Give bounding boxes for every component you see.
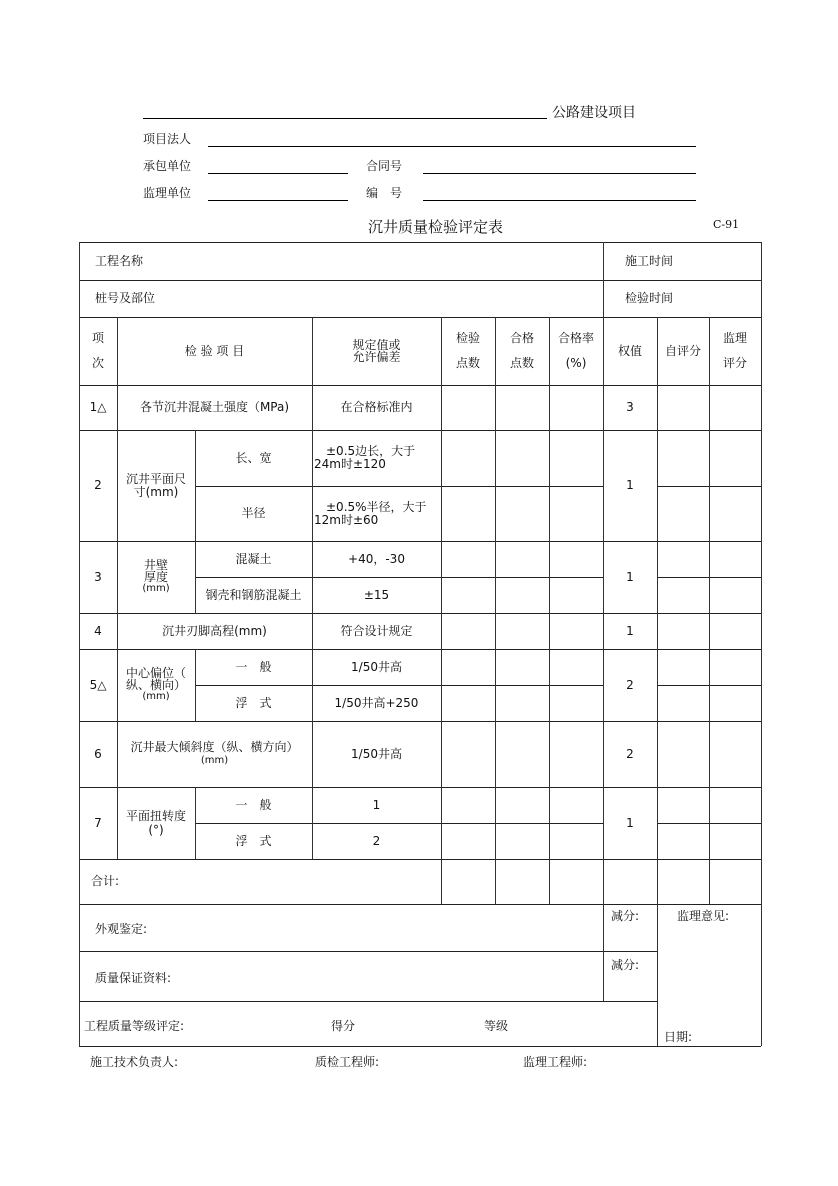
row-spec: 在合格标准内 — [340, 400, 413, 414]
row-item-line1: 平面扭转度 — [125, 809, 186, 823]
sub-item: 长、宽 — [235, 450, 272, 465]
supervisor-field[interactable] — [208, 200, 348, 201]
sub-spec-line1: ±0.5边长，大于 — [314, 444, 416, 458]
row-no: 2 — [94, 478, 102, 492]
contract-no-field[interactable] — [423, 173, 696, 174]
row-item — [117, 649, 195, 721]
row-weight: 1 — [626, 815, 634, 830]
col-spec-line2: 允许偏差 — [352, 350, 401, 364]
row-item-line1: 沉井平面尺 — [125, 471, 186, 486]
score-label: 得分 — [331, 1019, 356, 1033]
row-weight: 1 — [626, 478, 634, 492]
sub-item: 一 般 — [235, 659, 272, 674]
project-name-label: 工程名称 — [95, 253, 144, 268]
row-no: 7 — [94, 815, 102, 830]
total-label: 合计: — [91, 874, 120, 888]
col-points-line1: 检验 — [455, 331, 480, 345]
sub-spec-line1: ±0.5%半径，大于 — [314, 499, 427, 514]
grade-label: 工程质量等级评定: — [84, 1019, 185, 1033]
station-value[interactable] — [280, 282, 600, 315]
row-item-line1: 沉井最大倾斜度（纵、横方向） — [130, 740, 299, 754]
row-item — [117, 541, 195, 613]
sub-spec: 1/50井高+250 — [334, 695, 419, 710]
row-weight: 3 — [626, 400, 634, 414]
row-no: 1△ — [89, 400, 107, 414]
row-weight: 2 — [626, 746, 634, 761]
col-pass-points-line2: 点数 — [509, 356, 534, 370]
form-code: C-91 — [713, 218, 740, 231]
sub-item: 混凝土 — [235, 551, 272, 566]
supervisor-label: 监理单位 — [143, 186, 192, 200]
station-label: 桩号及部位 — [95, 291, 156, 305]
row-item-line2: 厚度 — [143, 570, 168, 584]
sub-spec-line2: 12m时±60 — [314, 512, 379, 527]
sub-item: 浮 式 — [235, 833, 272, 848]
sub-spec: 1/50井高 — [351, 659, 402, 674]
tech-lead-signature: 施工技术负责人: — [90, 1055, 179, 1069]
deduct-label-qa: 减分: — [611, 958, 640, 972]
owner-field[interactable] — [208, 146, 696, 147]
row-weight: 1 — [626, 623, 634, 638]
row-weight: 1 — [626, 569, 634, 584]
row-item-line1: 中心偏位（ — [125, 666, 186, 680]
col-inspection-item: 检 验 项 目 — [184, 343, 245, 358]
row-item-line2: (°) — [148, 823, 164, 837]
row-no: 3 — [94, 569, 102, 584]
sub-spec: +40，-30 — [348, 551, 405, 566]
row-item-line3: (mm) — [142, 583, 170, 594]
sub-spec: 1 — [372, 797, 381, 812]
col-item-no-line1: 项 — [91, 331, 104, 345]
date-label: 日期: — [664, 1030, 693, 1044]
col-supervisor-score-line1: 监理 — [722, 331, 747, 345]
col-spec — [312, 317, 441, 385]
col-pass-rate-line2: (%) — [565, 356, 587, 370]
col-weight: 权值 — [617, 343, 642, 358]
form-title: 沉井质量检验评定表 — [368, 218, 504, 236]
row-item-line2: 寸(mm) — [133, 484, 179, 499]
row-item-line3: (mm) — [142, 691, 170, 702]
sub-spec: ±15 — [363, 587, 390, 602]
col-supervisor-score — [709, 317, 761, 385]
row-item-line2: (mm) — [200, 755, 229, 766]
row-item — [117, 430, 195, 541]
row-item — [117, 721, 312, 787]
col-item-no — [79, 317, 117, 385]
row-no: 5△ — [89, 677, 107, 692]
owner-label: 项目法人 — [143, 132, 192, 146]
col-points-line2: 点数 — [455, 356, 480, 370]
row-weight: 2 — [626, 677, 634, 692]
col-spec-line1: 规定值或 — [352, 338, 401, 352]
contractor-label: 承包单位 — [143, 159, 192, 173]
project-name-line[interactable] — [143, 118, 547, 119]
sub-item: 半径 — [241, 506, 266, 520]
col-self-score: 自评分 — [664, 343, 701, 358]
project-name-value[interactable] — [280, 244, 600, 278]
sub-spec — [312, 486, 441, 541]
supervising-engineer-signature: 监理工程师: — [523, 1055, 588, 1069]
row-spec: 1/50井高 — [351, 746, 402, 761]
project-suffix: 公路建设项目 — [552, 105, 636, 121]
row-item — [117, 787, 195, 859]
appearance-label: 外观鉴定: — [95, 922, 148, 936]
col-pass-points-line1: 合格 — [509, 331, 534, 345]
sub-spec: 2 — [372, 833, 381, 848]
sub-spec-line2: 24m时±120 — [314, 457, 386, 471]
supervisor-opinion-label: 监理意见: — [677, 909, 730, 923]
deduct-label-appearance: 减分: — [611, 909, 640, 923]
serial-no-label: 编 号 — [366, 186, 403, 200]
sub-item: 浮 式 — [235, 695, 272, 710]
sub-item: 一 般 — [235, 797, 272, 812]
row-item: 各节沉井混凝土强度（MPa) — [139, 400, 290, 414]
col-points — [441, 317, 495, 385]
col-pass-rate — [549, 317, 603, 385]
serial-no-field[interactable] — [423, 200, 696, 201]
level-label: 等级 — [484, 1019, 509, 1033]
row-no: 6 — [94, 746, 102, 761]
inspection-time-label: 检验时间 — [625, 291, 674, 305]
sub-spec — [312, 430, 441, 486]
contractor-field[interactable] — [208, 173, 348, 174]
col-pass-points — [495, 317, 549, 385]
col-pass-rate-line1: 合格率 — [557, 331, 594, 345]
row-item: 沉井刃脚高程(mm) — [162, 623, 267, 638]
row-spec: 符合设计规定 — [340, 623, 413, 638]
row-item-line2: 纵、横向） — [125, 678, 186, 692]
qc-engineer-signature: 质检工程师: — [315, 1055, 380, 1069]
row-no: 4 — [94, 623, 102, 638]
col-supervisor-score-line2: 评分 — [722, 356, 747, 370]
construction-time-label: 施工时间 — [625, 253, 674, 268]
row-item-line1: 井壁 — [143, 558, 168, 572]
sub-item: 钢壳和钢筋混凝土 — [205, 587, 302, 602]
col-item-no-line2: 次 — [91, 356, 104, 370]
qa-docs-label: 质量保证资料: — [95, 971, 172, 985]
contract-no-label: 合同号 — [366, 159, 403, 173]
